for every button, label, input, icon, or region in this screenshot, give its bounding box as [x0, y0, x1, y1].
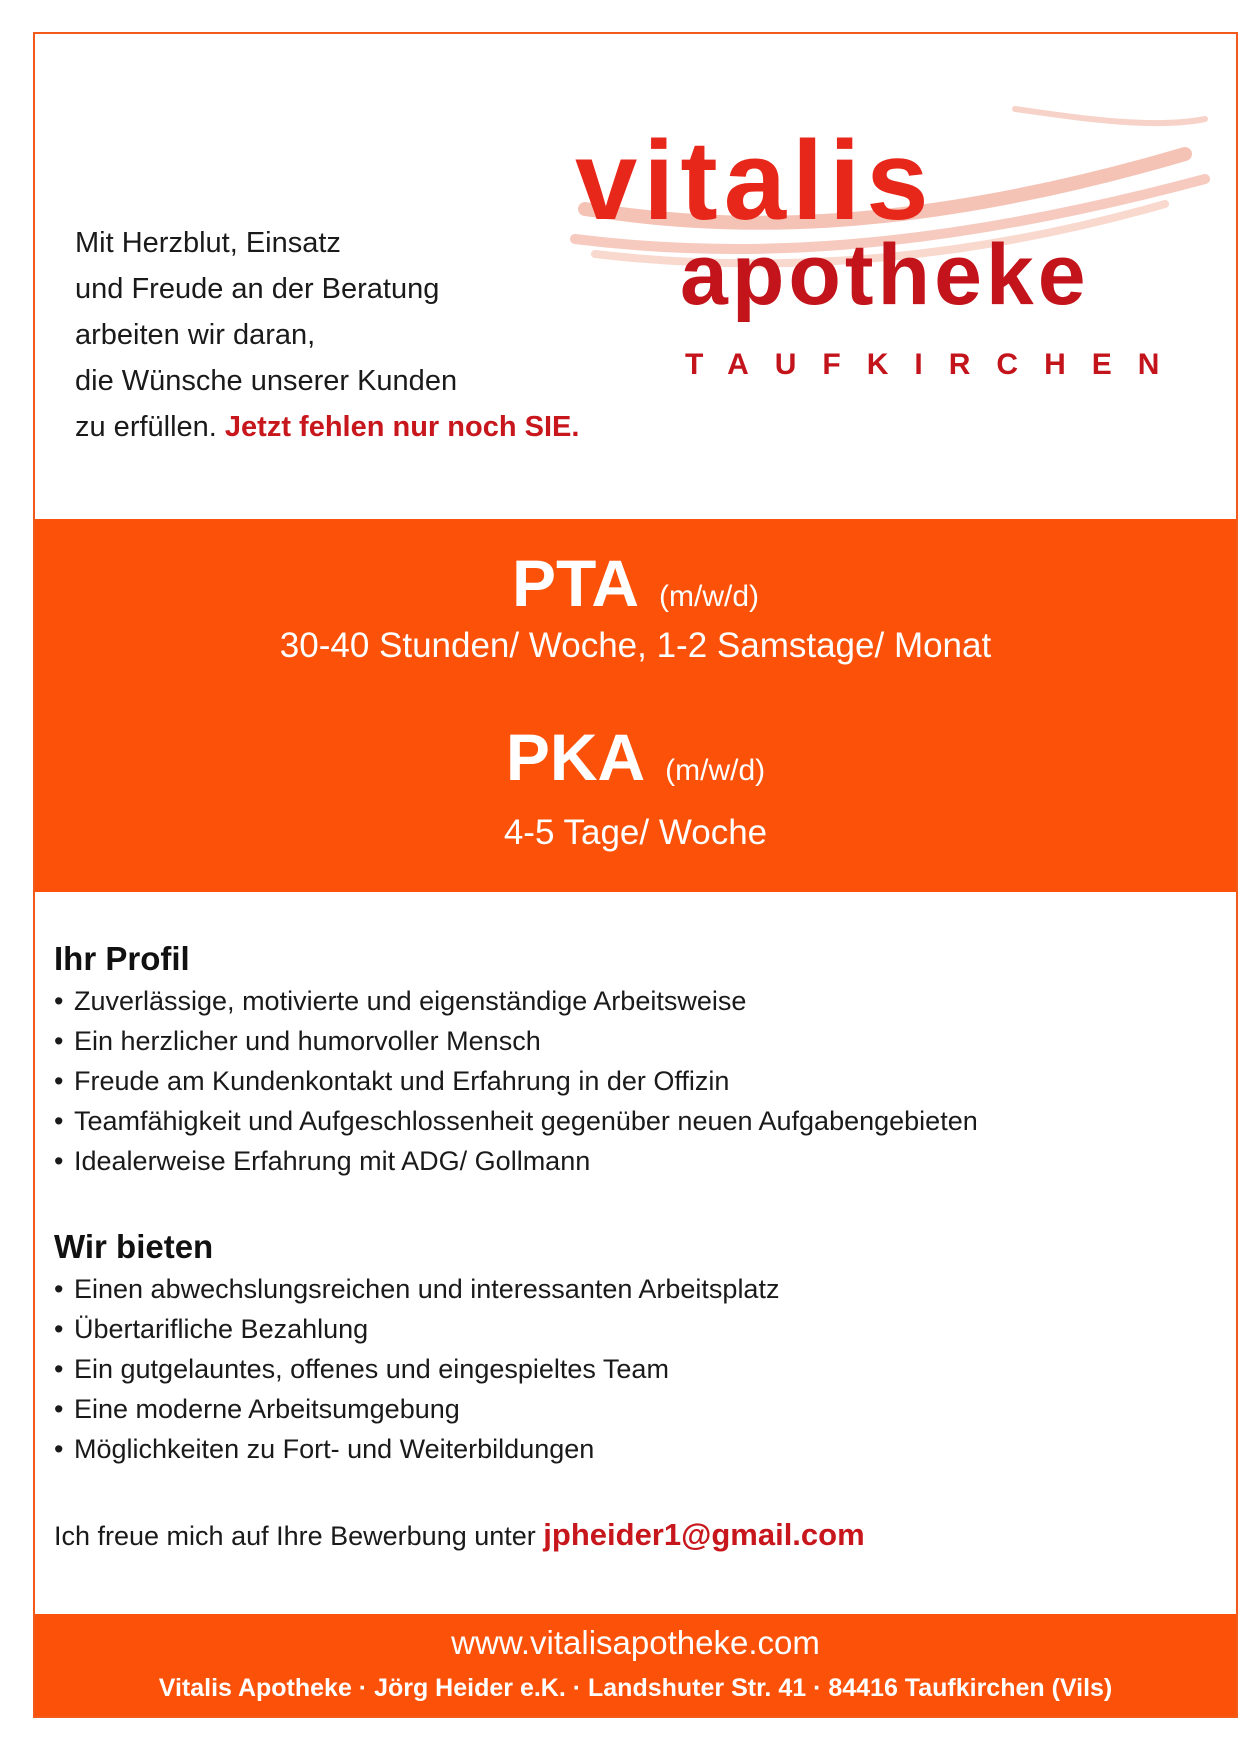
offer-heading: Wir bieten: [54, 1228, 214, 1265]
list-item: • Ein herzlicher und humorvoller Mensch: [54, 1026, 541, 1056]
list-item: • Idealerweise Erfahrung mit ADG/ Gollmann: [54, 1146, 591, 1176]
email-link[interactable]: jpheider1@gmail.com: [543, 1517, 865, 1552]
list-item: • Einen abwechslungsreichen und interessanten Arbeitsplatz: [54, 1274, 780, 1304]
offer-list: [54, 1269, 1184, 1469]
list-item: • Teamfähigkeit und Aufgeschlossenheit gegenüber neuen Aufgabengebieten: [54, 1106, 978, 1136]
profile-list: [54, 981, 1184, 1181]
logo-word-vitalis: vitalis: [575, 118, 935, 243]
list-item: • Möglichkeiten zu Fort- und Weiterbildungen: [54, 1434, 595, 1464]
profile-heading: Ihr Profil: [54, 940, 190, 977]
application-line: [54, 1517, 865, 1553]
logo-word-apotheke: apotheke: [680, 227, 1090, 323]
intro-line: und Freude an der Beratung: [75, 273, 440, 305]
job-band: [35, 519, 1236, 892]
job-pta: [35, 545, 1236, 621]
job-detail: 30-40 Stunden/ Woche, 1-2 Samstage/ Monat: [279, 626, 992, 665]
flyer-frame: [33, 32, 1238, 1718]
job-title: PTA: [511, 546, 640, 620]
intro-highlight: Jetzt fehlen nur noch SIE.: [224, 411, 580, 443]
job-title: PKA: [505, 720, 646, 794]
list-item: • Freude am Kundenkontakt und Erfahrung in der Offizin: [54, 1066, 730, 1096]
footer-band: [35, 1614, 1236, 1718]
job-pka: [35, 719, 1236, 795]
list-item: • Übertarifliche Bezahlung: [54, 1314, 369, 1344]
intro-line: arbeiten wir daran,: [75, 319, 316, 351]
intro-line: Mit Herzblut, Einsatz: [75, 227, 341, 259]
job-suffix: (m/w/d): [659, 580, 760, 613]
logo-word-taufkirchen: TAUFKIRCHEN: [685, 348, 1186, 381]
intro-text: [75, 220, 695, 450]
intro-last-prefix: zu erfüllen.: [75, 411, 217, 443]
offer-section: [54, 1225, 1184, 1469]
intro-line-last: [75, 404, 695, 450]
intro-line: die Wünsche unserer Kunden: [75, 365, 458, 397]
job-detail: 4-5 Tage/ Woche: [503, 813, 768, 852]
profile-section: [54, 937, 1184, 1181]
list-item: • Ein gutgelauntes, offenes und eingespieltes Team: [54, 1354, 669, 1384]
footer-address: Vitalis Apotheke · Jörg Heider e.K. · Landshuter Str. 41 · 84416 Taufkirchen (Vils): [158, 1674, 1113, 1702]
website-link[interactable]: www.vitalisapotheke.com: [451, 1624, 820, 1661]
list-item: • Zuverlässige, motivierte und eigenständige Arbeitsweise: [54, 986, 747, 1016]
job-suffix: (m/w/d): [665, 754, 766, 787]
list-item: • Eine moderne Arbeitsumgebung: [54, 1394, 460, 1424]
application-text: Ich freue mich auf Ihre Bewerbung unter: [54, 1521, 536, 1551]
